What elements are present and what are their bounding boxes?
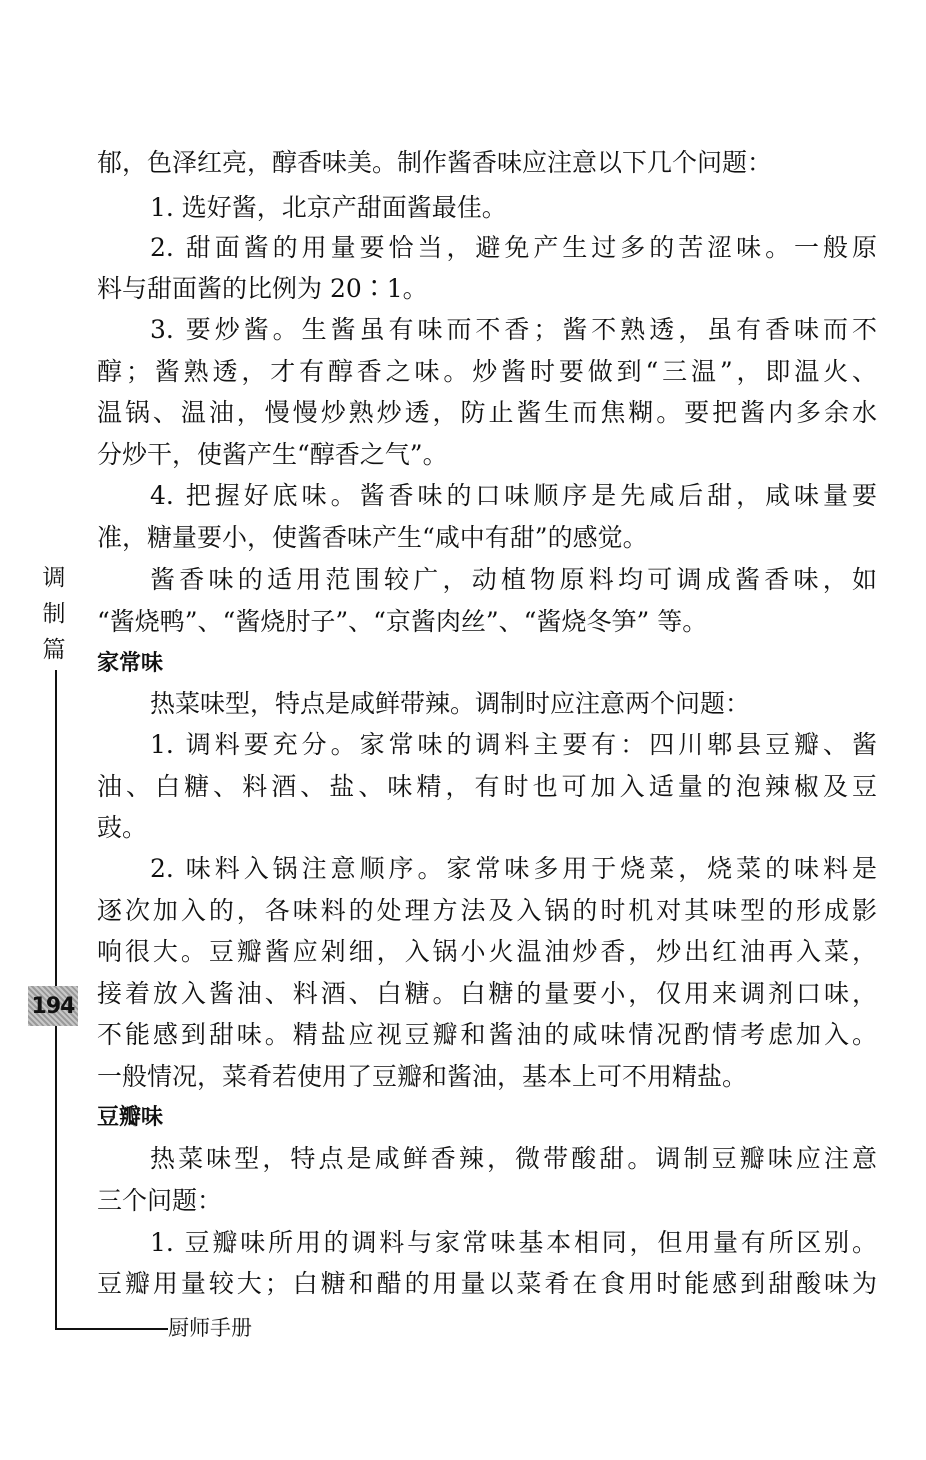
margin-rule-lower: [55, 1026, 57, 1330]
text-line: 豆瓣用量较大；白糖和醋的用量以菜肴在食用时能感到甜酸味为: [97, 1269, 877, 1298]
text-line: 接着放入酱油、料酒、白糖。白糖的量要小，仅用来调剂口味，: [97, 979, 877, 1008]
page-number-box: [28, 986, 78, 1026]
text-line: 酱香味的适用范围较广，动植物原料均可调成酱香味，如: [150, 565, 877, 594]
margin-title-char: 制: [42, 601, 66, 627]
section-heading-douban: 豆瓣味: [97, 1105, 164, 1130]
text-line: 3. 要炒酱。生酱虽有味而不香；酱不熟透，虽有香味而不: [150, 315, 877, 344]
text-line: 1. 选好酱，北京产甜面酱最佳。: [150, 193, 507, 222]
text-line: 郁，色泽红亮，醇香味美。制作酱香味应注意以下几个问题：: [97, 148, 773, 177]
text-line: 不能感到甜味。精盐应视豆瓣和酱油的咸味情况酌情考虑加入。: [97, 1020, 877, 1049]
text-line: “酱烧鸭”、“酱烧肘子”、“京酱肉丝”、“酱烧冬笋” 等。: [97, 607, 708, 636]
text-line: 逐次加入的，各味料的处理方法及入锅的时机对其味型的形成影: [97, 896, 877, 925]
margin-title-char: 篇: [42, 637, 66, 663]
margin-title-char: 调: [42, 565, 66, 591]
text-line: 2. 甜面酱的用量要恰当，避免产生过多的苦涩味。一般原: [150, 233, 877, 262]
text-line: 醇；酱熟透，才有醇香之味。炒酱时要做到“三温”，即温火、: [97, 357, 877, 386]
text-line: 热菜味型，特点是咸鲜带辣。调制时应注意两个问题：: [150, 689, 751, 718]
text-line: 三个问题：: [97, 1186, 223, 1215]
margin-rule-upper: [55, 670, 57, 986]
text-line: 分炒干，使酱产生“醇香之气”。: [97, 440, 448, 469]
footer-rule: [55, 1328, 168, 1330]
text-line: 油、白糖、料酒、盐、味精，有时也可加入适量的泡辣椒及豆: [97, 772, 877, 801]
page-number: 194: [31, 993, 75, 1019]
text-line: 响很大。豆瓣酱应剁细，入锅小火温油炒香，炒出红油再入菜，: [97, 937, 877, 966]
text-line: 1. 豆瓣味所用的调料与家常味基本相同，但用量有所区别。: [150, 1228, 877, 1257]
text-line: 准，糖量要小，使酱香味产生“咸中有甜”的感觉。: [97, 523, 648, 552]
text-line: 4. 把握好底味。酱香味的口味顺序是先咸后甜，咸味量要: [150, 481, 877, 510]
text-line: 热菜味型，特点是咸鲜香辣，微带酸甜。调制豆瓣味应注意: [150, 1144, 877, 1173]
text-line: 豉。: [97, 813, 148, 842]
footer-book-title: 厨师手册: [168, 1316, 252, 1340]
text-line: 料与甜面酱的比例为 20∶1。: [97, 274, 428, 303]
text-line: 温锅、温油，慢慢炒熟炒透，防止酱生而焦糊。要把酱内多余水: [97, 398, 877, 427]
text-line: 1. 调料要充分。家常味的调料主要有：四川郫县豆瓣、酱: [150, 730, 877, 759]
section-heading-jiachang: 家常味: [97, 651, 164, 676]
text-line: 一般情况，菜肴若使用了豆瓣和酱油，基本上可不用精盐。: [97, 1062, 748, 1091]
text-line: 2. 味料入锅注意顺序。家常味多用于烧菜，烧菜的味料是: [150, 854, 877, 883]
